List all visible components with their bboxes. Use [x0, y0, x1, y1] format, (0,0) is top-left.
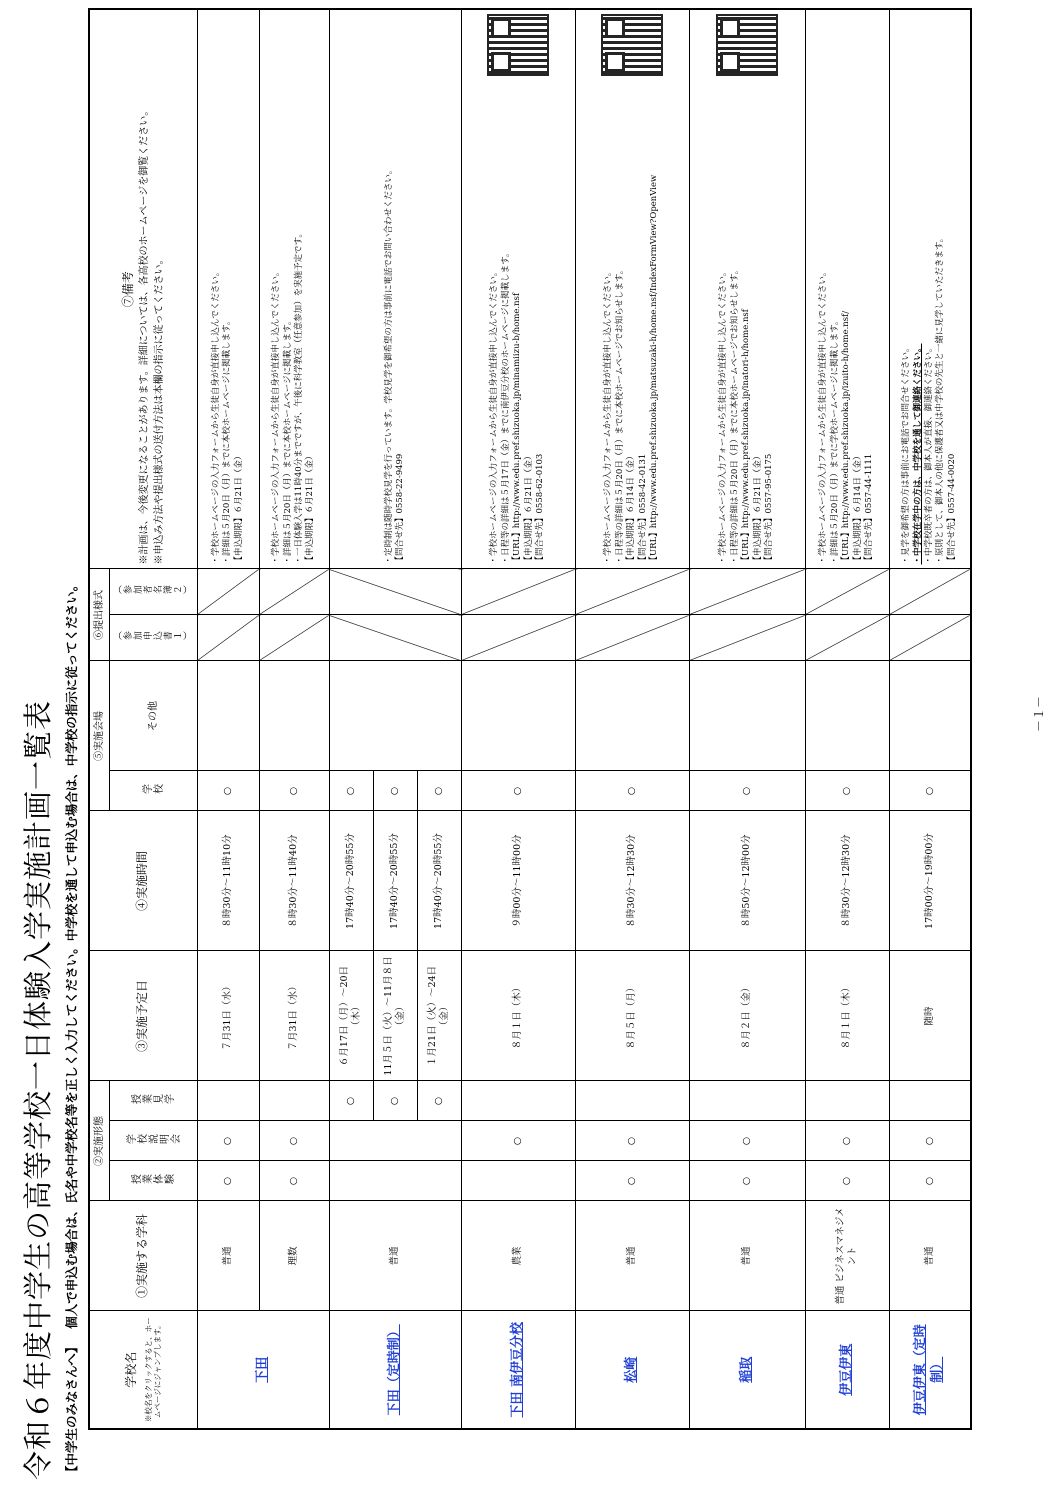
table-row [259, 9, 329, 1429]
school-cell [575, 1311, 689, 1429]
header-date: ③実施予定日 [89, 951, 197, 1081]
date-cell: ８月１日（木） [805, 951, 889, 1081]
school-cell [889, 1311, 971, 1429]
venue-other-cell [889, 661, 971, 771]
venue-school-cell: ○ [805, 771, 889, 811]
time-cell: 17時40分～20時55分 [373, 811, 417, 951]
remarks-cell: ・学校ホームページの入力フォームから生徒自身が直接申し込んでください。 ・詳細は５月20日（月）までに本校ホームページに掲載します。 【申込期限】６月21日（金） [197, 9, 259, 569]
table-row [889, 9, 971, 1429]
date-cell: ６月17日（月）～20日（木） [329, 951, 373, 1081]
trial-cell: ○ [889, 1161, 971, 1201]
explain-cell: ○ [889, 1121, 971, 1161]
table-row [575, 9, 689, 1429]
observe-cell [689, 1081, 805, 1121]
venue-school-cell: ○ [689, 771, 805, 811]
venue-other-cell [259, 661, 329, 771]
time-cell: 17時40分～20時55分 [329, 811, 373, 951]
header-submit-2: （参加者名簿２） [109, 569, 197, 615]
explain-cell [329, 1121, 461, 1161]
school-cell [461, 1311, 575, 1429]
venue-school-cell: ○ [329, 771, 373, 811]
page-number: －１－ [1032, 695, 1046, 732]
header-form: ②実施形態 [89, 1081, 109, 1201]
explain-cell: ○ [259, 1121, 329, 1161]
venue-school-cell: ○ [259, 771, 329, 811]
observe-cell [889, 1081, 971, 1121]
table-row [461, 9, 575, 1429]
submit-1-cell [805, 615, 889, 661]
submit-2-cell [889, 569, 971, 615]
remarks-cell: ・学校ホームページの入力フォームから生徒自身が直接申し込んでください。 ・詳細は５月20日（月）までに学校ホームページに掲載します。 【URL】http://www.edu.pref.shizuoka.jp/izuito-h/home.nsf/ 【申込期限】６月14日（金） 【問合せ先】0557-44-1111 [805, 9, 889, 569]
header-venue-other: その他 [109, 661, 197, 771]
date-cell: 11月５日（火）～11月８日（金） [373, 951, 417, 1081]
date-cell: ８月２日（金） [689, 951, 805, 1081]
school-link-shimoda[interactable]: 下田 [254, 1356, 270, 1383]
submit-1-cell [329, 615, 461, 661]
header-venue: ⑤実施会場 [89, 661, 109, 811]
table-row [689, 9, 805, 1429]
qr-code-icon[interactable] [601, 14, 663, 76]
venue-other-cell [329, 661, 461, 771]
dept-cell: 普通 [689, 1201, 805, 1311]
venue-other-cell [461, 661, 575, 771]
submit-2-cell [259, 569, 329, 615]
trial-cell: ○ [575, 1161, 689, 1201]
header-submit: ⑥提出様式 [89, 569, 109, 661]
submit-2-cell [575, 569, 689, 615]
time-cell: ８時30分～12時30分 [575, 811, 689, 951]
school-cell [689, 1311, 805, 1429]
date-cell: ８月１日（木） [461, 951, 575, 1081]
time-cell: ８時50分～12時00分 [689, 811, 805, 951]
dept-cell: 普通 ビジネスマネジメント [805, 1201, 889, 1311]
trial-cell: ○ [805, 1161, 889, 1201]
venue-school-cell: ○ [889, 771, 971, 811]
table-row [805, 9, 889, 1429]
remarks-note-1: ※計画は、今後変更になることがあります。詳細については、各高校のホームページを御覧ください。 [139, 105, 151, 565]
table-row [197, 9, 259, 1429]
submit-2-cell [805, 569, 889, 615]
dept-cell: 普通 [329, 1201, 461, 1311]
submit-2-cell [461, 569, 575, 615]
observe-cell [461, 1081, 575, 1121]
school-link-minamiizu[interactable]: 下田 南伊豆分校 [509, 1321, 525, 1418]
venue-other-cell [197, 661, 259, 771]
notice-text: 個人で申込む場合は、氏名や中学校名等を正しく入力してください。中学校を通して申込む場合は、中学校の指示に従ってください。 [64, 578, 79, 1329]
time-cell: ８時30分～11時10分 [197, 811, 259, 951]
header-form-explain: 学校説明会 [109, 1121, 197, 1161]
observe-cell [259, 1081, 329, 1121]
submit-1-cell [461, 615, 575, 661]
remarks-cell: ・見学を御希望の方は事前にお電話でお問合せください。 ・中学校在学中の方は、中学校を通して御連絡ください。 ・中学校既卒者の方は、御本人が直接、御連絡ください。 ・原則として、御本人の他に保護者又は中学校の先生と一緒に見学していただきます。 【問合せ先】0557-44-0020 [889, 9, 971, 569]
school-link-inatori[interactable]: 稲取 [738, 1356, 754, 1383]
submit-2-cell [197, 569, 259, 615]
header-school: 学校名 ※校名をクリックすると、ホームページにジャンプします。 [89, 1311, 197, 1429]
date-cell: ８月５日（月） [575, 951, 689, 1081]
qr-code-icon[interactable] [487, 14, 549, 76]
date-cell: 随時 [889, 951, 971, 1081]
submit-1-cell [259, 615, 329, 661]
date-cell: ７月31日（水） [197, 951, 259, 1081]
time-cell: ９時00分～11時00分 [461, 811, 575, 951]
observe-cell: ○ [417, 1081, 461, 1121]
time-cell: 17時00分～19時00分 [889, 811, 971, 951]
notice [62, 579, 80, 1478]
venue-other-cell [575, 661, 689, 771]
dept-cell: 普通 [197, 1201, 259, 1311]
remarks-note-2: ※申込み方法や提出様式の送付方法は本欄の指示に従ってください。 [154, 254, 166, 565]
explain-cell: ○ [805, 1121, 889, 1161]
venue-school-cell: ○ [197, 771, 259, 811]
venue-school-cell: ○ [417, 771, 461, 811]
date-cell: ７月31日（水） [259, 951, 329, 1081]
remarks-cell: ・学校ホームページの入力フォームから生徒自身が直接申し込んでください。 ・日程等の詳細は５月20日（月）までに本校ホームページでお知らせします。 【URL】http://www.edu.pref.shizuoka.jp/inatori-h/home.nsf 【申込期限】６月21日（金） 【問合せ先】0557-95-0175 [689, 9, 805, 569]
explain-cell: ○ [197, 1121, 259, 1161]
school-link-shimoda-teiji[interactable]: 下田（定時制） [386, 1324, 402, 1416]
remarks-cell: ・学校ホームページの入力フォームから生徒自身が直接申し込んでください。 ・日程等の詳細は５月20日（月）までに本校ホームページでお知らせします。 【申込期限】６月14日（金） 【問合せ先】0558-42-0131 【URL】http://www.edu.pref.shizuoka.jp/matsuzaki-h/home.nsf/IndexFormView?OpenView [575, 9, 689, 569]
notice-audience: 【中学生のみなさんへ】 [64, 1340, 79, 1478]
school-link-matsuzaki[interactable]: 松崎 [623, 1356, 639, 1383]
observe-cell [575, 1081, 689, 1121]
remarks-cell: ・学校ホームページの入力フォームから生徒自身が直接申し込んでください。 ・詳細は５月20日（月）までに本校ホームページに掲載します。 ・一日体験入学は11時40分までですが、午後に科学教室（任意参加）を実施予定です。 【申込期限】６月21日（金） [259, 9, 329, 569]
submit-1-cell [689, 615, 805, 661]
remarks-cell: ・学校ホームページの入力フォームから生徒自身が直接申し込んでください。 ・日程等の詳細は５月17日（金）までに南伊豆分校のホームページに掲載します。 【URL】http://www.edu.pref.shizuoka.jp/minamiizu-b/home.nsf 【申込期限】６月21日（金） 【問合せ先】0558-62-0103 [461, 9, 575, 569]
header-row-1 [89, 9, 109, 1429]
school-cell [329, 1311, 461, 1429]
observe-cell [805, 1081, 889, 1121]
submit-2-cell [329, 569, 461, 615]
table-row [329, 9, 373, 1429]
time-cell: ８時30分～11時40分 [259, 811, 329, 951]
school-link-izuito[interactable]: 伊豆伊東 [838, 1343, 854, 1396]
header-dept: ①実施する学科 [89, 1201, 197, 1311]
dept-cell: 普通 [575, 1201, 689, 1311]
submit-1-cell [889, 615, 971, 661]
submit-1-cell [197, 615, 259, 661]
trial-cell: ○ [689, 1161, 805, 1201]
venue-school-cell: ○ [373, 771, 417, 811]
header-submit-1: （参加申込書１） [109, 615, 197, 661]
explain-cell: ○ [689, 1121, 805, 1161]
observe-cell [197, 1081, 259, 1121]
header-time: ④実施時間 [89, 811, 197, 951]
qr-code-icon[interactable] [716, 14, 778, 76]
dept-cell: 理数 [259, 1201, 329, 1311]
venue-school-cell: ○ [575, 771, 689, 811]
trial-cell [461, 1161, 575, 1201]
trial-cell: ○ [197, 1161, 259, 1201]
school-cell [805, 1311, 889, 1429]
trial-cell [329, 1161, 461, 1201]
observe-cell: ○ [373, 1081, 417, 1121]
observe-cell: ○ [329, 1081, 373, 1121]
explain-cell: ○ [461, 1121, 575, 1161]
remarks-cell: ・定時制は随時学校見学を行っています。学校見学を御希望の方は事前に電話でお問い合わせください。 【問合せ先】0558-22-9499 [329, 9, 461, 569]
venue-other-cell [689, 661, 805, 771]
explain-cell: ○ [575, 1121, 689, 1161]
header-form-trial: 授業体験 [109, 1161, 197, 1201]
header-remarks: ⑦備考 ※計画は、今後変更になることがあります。詳細については、各高校のホームページを御覧ください。 ※申込み方法や提出様式の送付方法は本欄の指示に従ってください。 [89, 9, 197, 569]
time-cell: ８時30分～12時30分 [805, 811, 889, 951]
header-venue-school: 学校 [109, 771, 197, 811]
school-cell [197, 1311, 329, 1429]
header-form-observe: 授業見学 [109, 1081, 197, 1121]
trial-cell: ○ [259, 1161, 329, 1201]
date-cell: １月21日（火）～24日（金） [417, 951, 461, 1081]
dept-cell: 普通 [889, 1201, 971, 1311]
dept-cell: 農業 [461, 1201, 575, 1311]
page-title: 令和６年度中学生の高等学校一日体験入学実施計画一覧表 [21, 699, 55, 1480]
submit-2-cell [689, 569, 805, 615]
venue-school-cell: ○ [461, 771, 575, 811]
school-link-izuito-teiji[interactable]: 伊豆伊東（定時制） [912, 1324, 945, 1416]
submit-1-cell [575, 615, 689, 661]
plan-table [88, 8, 972, 1430]
school-link-note: ※校名をクリックすると、ホームページにジャンプします。 [144, 1317, 163, 1423]
time-cell: 17時40分～20時55分 [417, 811, 461, 951]
venue-other-cell [805, 661, 889, 771]
